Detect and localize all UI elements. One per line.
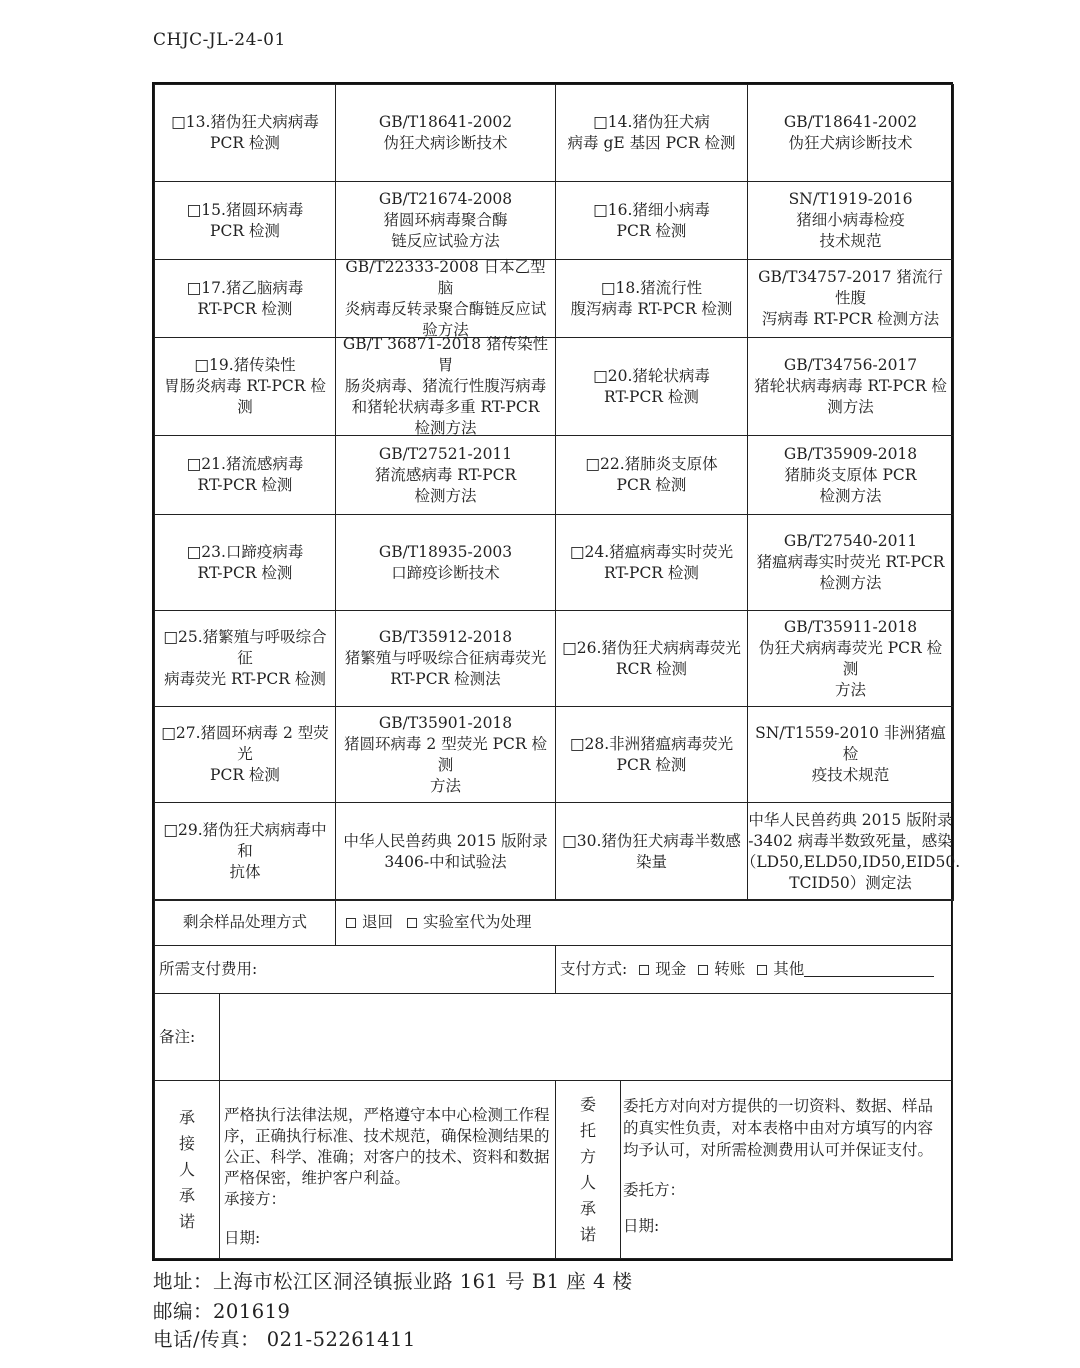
test-standard-cell — [747, 259, 954, 338]
test-standard-cell — [335, 84, 556, 182]
test-standard-cell — [747, 181, 954, 260]
test-standard-cell — [335, 610, 556, 707]
remarks-input[interactable] — [219, 993, 953, 1081]
payment-fee-cell — [154, 945, 556, 994]
test-item-label: □22.猪肺炎支原体 PCR 检测 — [585, 455, 718, 494]
lab-dispose-checkbox[interactable] — [407, 918, 417, 928]
test-item-cell[interactable] — [555, 706, 748, 803]
test-item-cell[interactable] — [555, 435, 748, 515]
test-item-cell[interactable] — [555, 337, 748, 436]
receiver-promise-cell — [219, 1080, 556, 1259]
test-standard-text: GB/T18641-2002 伪狂犬病诊断技术 — [783, 113, 918, 152]
test-item-cell[interactable] — [154, 706, 336, 803]
test-item-cell[interactable] — [555, 802, 748, 901]
test-standard-text: SN/T1559-2010 非洲猪瘟检 疫技术规范 — [755, 724, 946, 784]
test-item-label: □29.猪伪狂犬病病毒中和 抗体 — [163, 821, 327, 881]
payment-method-cell — [555, 945, 953, 994]
receiver-sign-label: 承接方： — [224, 1190, 287, 1208]
other-fill-line[interactable] — [804, 962, 934, 977]
test-standard-cell — [747, 337, 954, 436]
test-item-label: □15.猪圆环病毒 PCR 检测 — [186, 200, 304, 240]
test-item-cell[interactable] — [555, 610, 748, 707]
footer-phone: 电话/传真： 021-52261411 — [153, 1328, 416, 1351]
other-checkbox[interactable] — [757, 965, 767, 975]
test-standard-text: 中华人民兽药典 2015 版附录 3406-中和试验法 — [343, 831, 548, 871]
receiver-date-label: 日期: — [224, 1229, 261, 1247]
test-standard-text: GB/T 36871-2018 猪传染性胃 肠炎病毒、猪流行性腹泻病毒 和猪轮状病毒多重 RT-PCR 检测方法 — [342, 335, 549, 437]
document-code: CHJC-JL-24-01 — [153, 30, 286, 50]
test-item-label: □27.猪圆环病毒 2 型荧光 PCR 检测 — [161, 724, 329, 784]
test-standard-text: GB/T18641-2002 伪狂犬病诊断技术 — [378, 113, 513, 152]
test-standard-text: GB/T21674-2008 猪圆环病毒聚合酶 链反应试验方法 — [378, 190, 513, 250]
test-standard-text: GB/T35911-2018 伪狂犬病病毒荧光 PCR 检测 方法 — [758, 617, 943, 699]
remarks-label: 备注: — [159, 1027, 196, 1046]
cash-label: 现金 — [655, 960, 687, 978]
test-item-cell[interactable] — [555, 84, 748, 182]
test-standard-text: GB/T27540-2011 猪瘟病毒实时荧光 RT-PCR 检测方法 — [756, 532, 945, 592]
remarks-label-cell — [154, 993, 220, 1081]
test-standard-cell — [335, 706, 556, 803]
test-standard-cell — [335, 181, 556, 260]
test-item-label: □21.猪流感病毒 RT-PCR 检测 — [186, 455, 304, 494]
test-standard-text: 中华人民兽药典 2015 版附录 -3402 病毒半数致死量，感染 （LD50,ELD50,ID50,EID50. TCID50）测定法 — [740, 810, 961, 892]
test-item-label: □18.猪流行性 腹泻病毒 RT-PCR 检测 — [570, 278, 733, 318]
receiver-promise-text: 严格执行法律法规，严格遵守本中心检测工作程序，正确执行标准、技术规范，确保检测结果的公正、科学、准确；对客户的技术、资料和数据严格保密，维护客户利益。 — [224, 1106, 550, 1187]
test-standard-text: GB/T18935-2003 口蹄疫诊断技术 — [378, 542, 513, 582]
test-standard-cell — [747, 706, 954, 803]
test-item-label: □30.猪伪狂犬病毒半数感 染量 — [562, 831, 741, 871]
test-standard-cell — [335, 514, 556, 611]
test-item-cell[interactable] — [154, 435, 336, 515]
test-item-label: □25.猪繁殖与呼吸综合征 病毒荧光 RT-PCR 检测 — [163, 628, 327, 688]
test-standard-cell — [747, 84, 954, 182]
lab-dispose-option-label: 实验室代为处理 — [423, 913, 532, 931]
test-standard-text: GB/T34756-2017 猪轮状病毒病毒 RT-PCR 检 测方法 — [754, 356, 947, 416]
test-item-label: □28.非洲猪瘟病毒荧光 PCR 检测 — [569, 734, 734, 774]
sample-disposal-options — [335, 899, 953, 946]
test-item-cell[interactable] — [154, 514, 336, 611]
test-item-label: □16.猪细小病毒 PCR 检测 — [593, 200, 710, 240]
test-standard-cell — [747, 514, 954, 611]
test-standard-text: GB/T35909-2018 猪肺炎支原体 PCR 检测方法 — [783, 444, 918, 505]
test-standard-cell — [747, 435, 954, 515]
test-item-label: □20.猪轮状病毒 RT-PCR 检测 — [593, 366, 710, 406]
test-standard-cell — [747, 610, 954, 707]
test-item-label: □24.猪瘟病毒实时荧光 RT-PCR 检测 — [569, 542, 734, 582]
client-promise-cell — [620, 1080, 953, 1259]
test-standard-cell — [335, 435, 556, 515]
test-standard-text: GB/T35912-2018 猪繁殖与呼吸综合征病毒荧光 RT-PCR 检测法 — [344, 628, 547, 688]
test-item-cell[interactable] — [555, 514, 748, 611]
test-item-label: □23.口蹄疫病毒 RT-PCR 检测 — [186, 542, 304, 582]
test-item-label: □17.猪乙脑病毒 RT-PCR 检测 — [186, 278, 304, 318]
client-sign-label: 委托方： — [623, 1181, 686, 1199]
test-standard-text: GB/T34757-2017 猪流行性腹 泻病毒 RT-PCR 检测方法 — [758, 268, 943, 328]
payment-method-label: 支付方式: — [560, 960, 628, 978]
test-standard-text: GB/T27521-2011 猪流感病毒 RT-PCR 检测方法 — [374, 444, 517, 505]
other-label: 其他 — [773, 960, 805, 978]
client-promise-text: 委托方对向对方提供的一切资料、数据、样品的真实性负责，对本表格中由对方填写的内容均予认可，对所需检测费用认可并保证支付。 — [623, 1097, 934, 1159]
footer-address: 地址：上海市松江区洞泾镇振业路 161 号 B1 座 4 楼 — [153, 1270, 633, 1293]
return-option-label: 退回 — [362, 913, 394, 931]
transfer-checkbox[interactable] — [698, 965, 708, 975]
test-item-cell[interactable] — [154, 610, 336, 707]
test-item-label: □19.猪传染性 胃肠炎病毒 RT-PCR 检测 — [164, 356, 326, 416]
test-standard-cell — [740, 802, 961, 901]
test-item-cell[interactable] — [154, 84, 336, 182]
sample-disposal-label: 剩余样品处理方式 — [154, 899, 336, 946]
test-item-label: □26.猪伪狂犬病病毒荧光 RCR 检测 — [562, 638, 741, 678]
cash-checkbox[interactable] — [639, 965, 649, 975]
test-standard-text: SN/T1919-2016 猪细小病毒检疫 技术规范 — [788, 190, 913, 250]
test-standard-cell — [335, 802, 556, 901]
test-standard-cell — [335, 337, 556, 436]
test-item-cell[interactable] — [154, 181, 336, 260]
test-item-label: □13.猪伪狂犬病病毒 PCR 检测 — [171, 113, 319, 152]
test-item-label: □14.猪伪狂犬病 病毒 gE 基因 PCR 检测 — [567, 113, 736, 152]
test-item-cell[interactable] — [154, 802, 336, 901]
payment-fee-label: 所需支付费用: — [159, 960, 258, 978]
test-standard-cell — [335, 259, 556, 338]
client-promise-label: 委 托 方 人 承 诺 — [555, 1080, 621, 1259]
test-request-table — [152, 82, 961, 1261]
receiver-promise-label: 承 接 人 承 诺 — [154, 1080, 220, 1259]
test-item-cell[interactable] — [154, 337, 336, 436]
test-item-cell[interactable] — [555, 181, 748, 260]
client-date-label: 日期: — [623, 1217, 660, 1235]
transfer-label: 转账 — [714, 960, 746, 978]
test-item-cell[interactable] — [154, 259, 336, 338]
test-item-cell[interactable] — [555, 259, 748, 338]
return-checkbox[interactable] — [346, 918, 356, 928]
test-standard-text: GB/T35901-2018 猪圆环病毒 2 型荧光 PCR 检测 方法 — [343, 713, 548, 795]
test-standard-text: GB/T22333-2008 日本乙型脑 炎病毒反转录聚合酶链反应试 验方法 — [344, 257, 547, 339]
footer-postcode: 邮编：201619 — [153, 1300, 291, 1323]
